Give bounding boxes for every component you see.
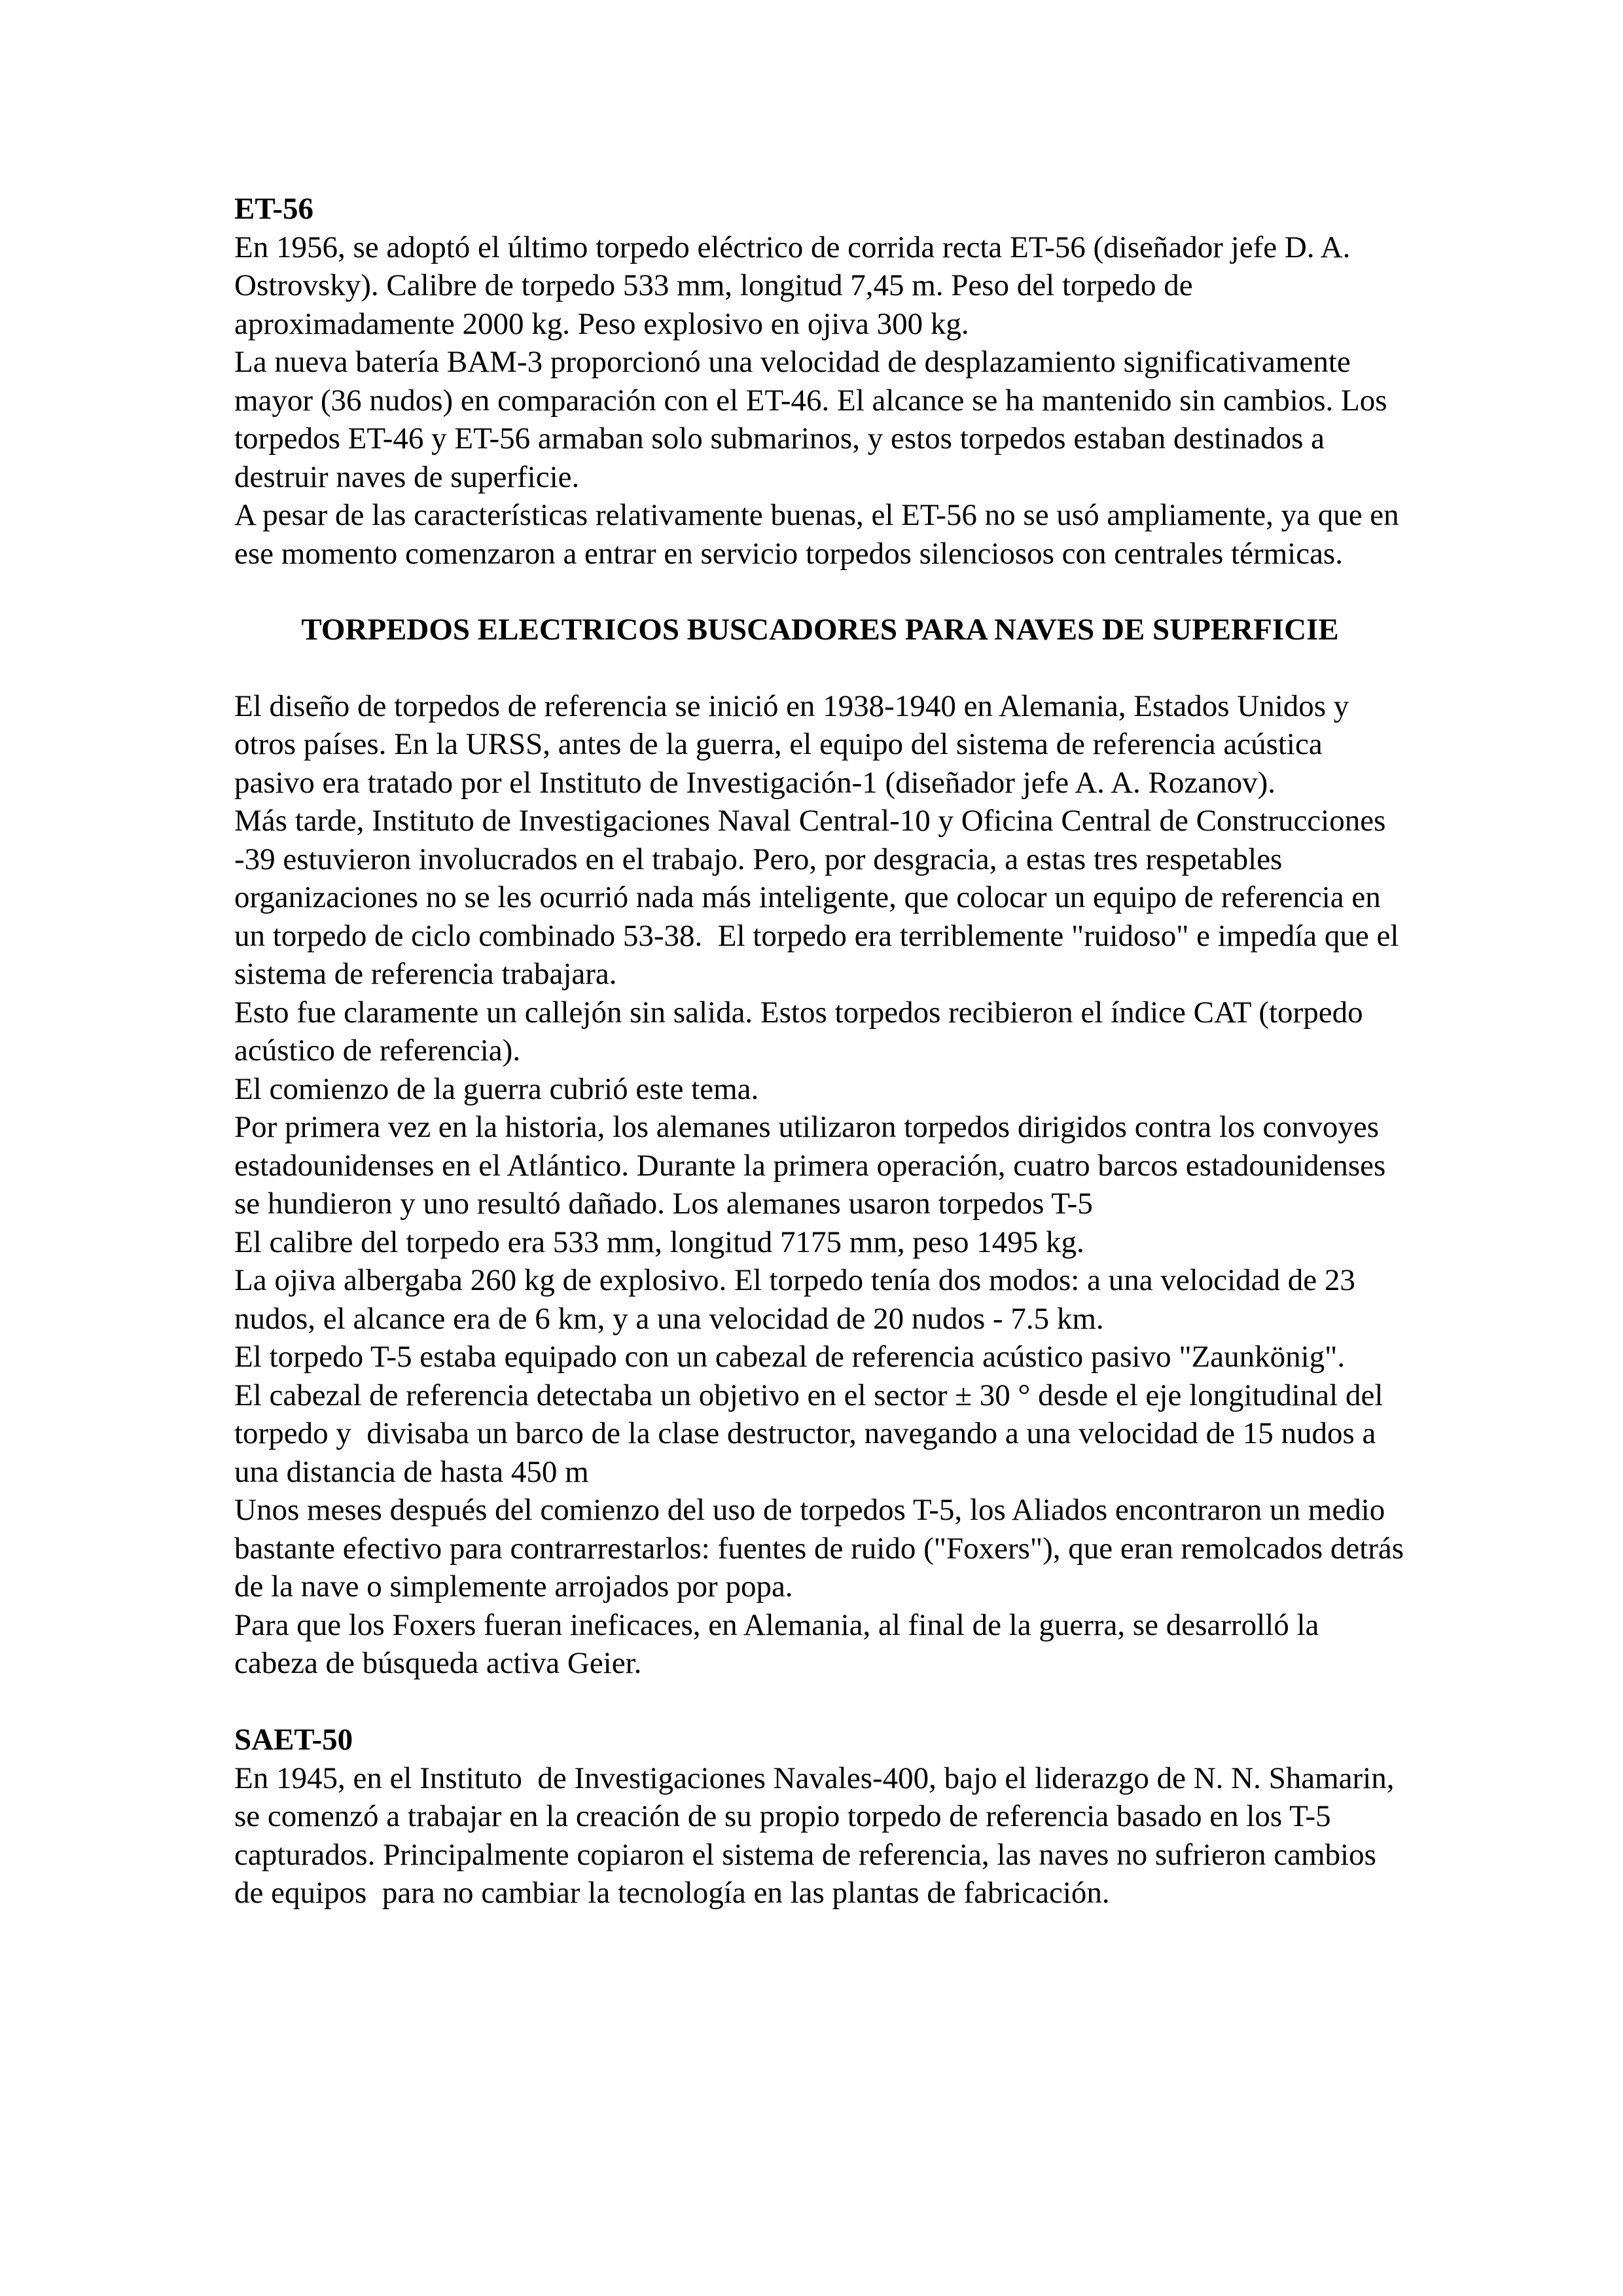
section-spacer [234,1683,1406,1721]
paragraph: A pesar de las características relativamente buenas, el ET-56 no se usó ampliamente, ya que en ese momento comenzaron a entrar en servicio torpedos silenciosos con centrales térmicas. [234,498,1407,571]
paragraph: En 1956, se adoptó el último torpedo eléctrico de corrida recta ET-56 (diseñador jefe D. A. Ostrovsky). Calibre de torpedo 533 mm, longitud 7,45 m. Peso del torpedo de aproximadamente 2000 kg. Peso explosivo en ojiva 300 kg. [234,230,1359,341]
paragraph: Más tarde, Instituto de Investigaciones Naval Central-10 y Oficina Central de Construcciones -39 estuvieron involucrados en el trabajo. Pero, por desgracia, a estas tres respetables organizaciones no se les ocurrió nada más inteligente, que colocar un equipo de referencia en un torpedo de ciclo combinado 53-38. El torpedo era terriblemente "ruidoso" e impedía que el sistema de referencia trabajara. [234,804,1407,991]
paragraph: El diseño de torpedos de referencia se inició en 1938-1940 en Alemania, Estados Unidos y otros países. En la URSS, antes de la guerra, el equipo del sistema de referencia acústica pasivo era tratado por el Instituto de Investigación-1 (diseñador jefe A. A. Rozanov). [234,689,1357,800]
document-body [234,190,1412,1912]
section-heading-et56: ET-56 [234,192,314,226]
paragraph: El cabezal de referencia detectaba un objetivo en el sector ± 30 ° desde el eje longitudinal del torpedo y divisaba un barco de la clase destructor, navegando a una velocidad de 15 nudos a una distancia de hasta 450 m [234,1378,1391,1489]
paragraph: El torpedo T-5 estaba equipado con un cabezal de referencia acústico pasivo "Zaunkönig". [234,1340,1346,1374]
section-heading-saet50: SAET-50 [234,1723,353,1757]
section-heading-homing-torpedoes: TORPEDOS ELECTRICOS BUSCADORES PARA NAVES DE SUPERFICIE [301,613,1339,647]
paragraph: El calibre del torpedo era 533 mm, longitud 7175 mm, peso 1495 kg. [234,1225,1084,1259]
paragraph: En 1945, en el Instituto de Investigaciones Navales-400, bajo el liderazgo de N. N. Shamarin, se comenzó a trabajar en la creación de su propio torpedo de referencia basado en los T-5 capturados. Principalmente copiaron el sistema de referencia, las naves no sufrieron cambios de equipos para no cambiar la tecnología en las plantas de fabricación. [234,1761,1402,1910]
paragraph: El comienzo de la guerra cubrió este tema. [234,1071,759,1106]
paragraph: Por primera vez en la historia, los alemanes utilizaron torpedos dirigidos contra los convoyes estadounidenses en el Atlántico. Durante la primera operación, cuatro barcos estadounidenses se hundieron y uno resultó dañado. Los alemanes usaron torpedos T-5 [234,1110,1394,1221]
paragraph: Unos meses después del comienzo del uso de torpedos T-5, los Aliados encontraron un medio bastante efectivo para contrarrestarlos: fuentes de ruido ("Foxers"), que eran remolcados detrás de la nave o simplemente arrojados por popa. [234,1493,1412,1604]
paragraph: La nueva batería BAM-3 proporcionó una velocidad de desplazamiento significativamente mayor (36 nudos) en comparación con el ET-46. El alcance se ha mantenido sin cambios. Los torpedos ET-46 y ET-56 armaban solo submarinos, y estos torpedos estaban destinados a destruir naves de superficie. [234,345,1395,494]
paragraph: Esto fue claramente un callejón sin salida. Estos torpedos recibieron el índice CAT (torpedo acústico de referencia). [234,995,1371,1067]
paragraph: La ojiva albergaba 260 kg de explosivo. El torpedo tenía dos modos: a una velocidad de 23 nudos, el alcance era de 6 km, y a una velocidad de 20 nudos - 7.5 km. [234,1263,1363,1336]
paragraph: Para que los Foxers fueran ineficaces, en Alemania, al final de la guerra, se desarrolló la cabeza de búsqueda activa Geier. [234,1607,1327,1680]
